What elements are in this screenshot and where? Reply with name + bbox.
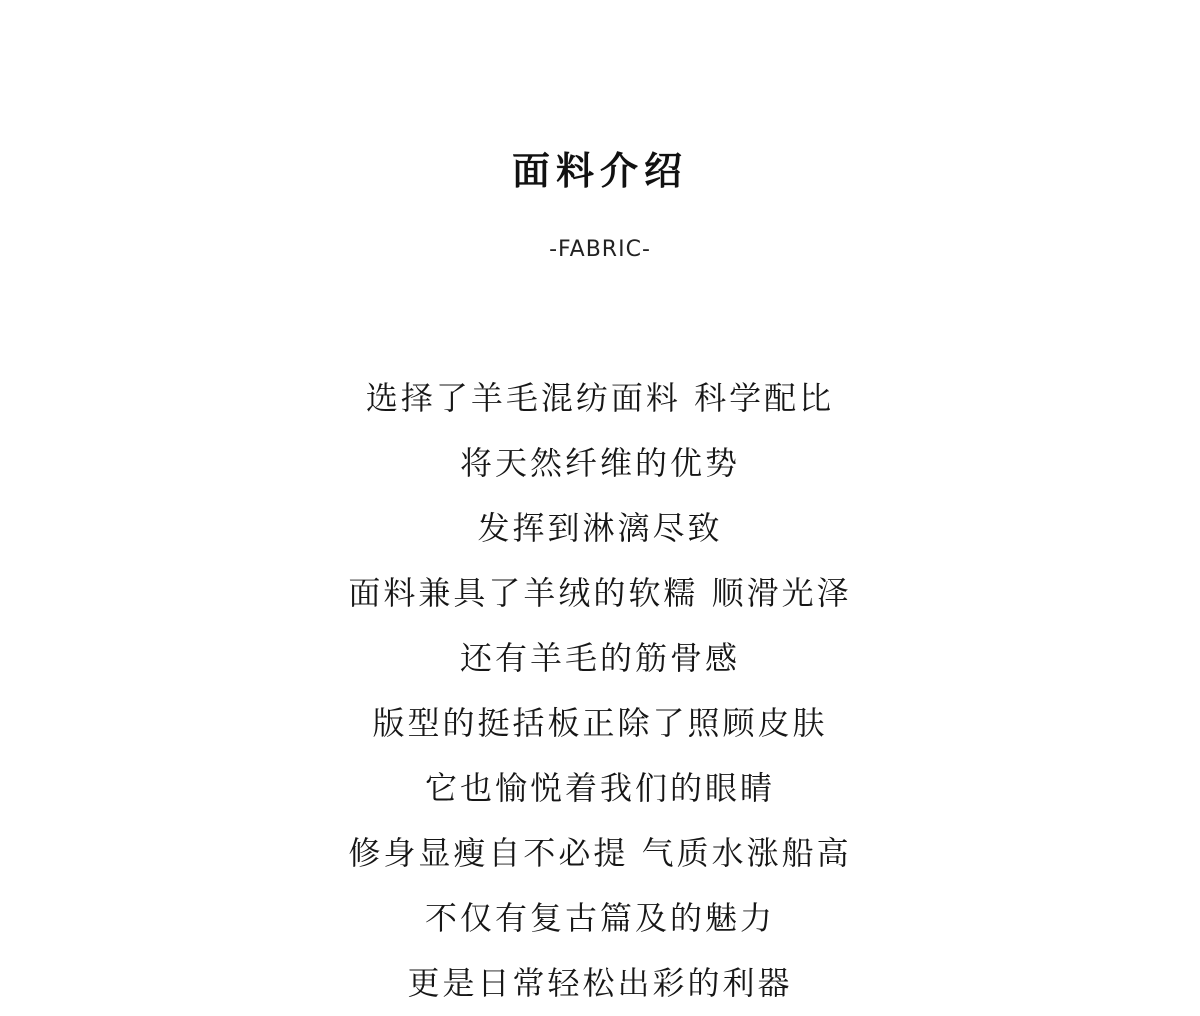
description-line: 将天然纤维的优势 bbox=[459, 444, 740, 482]
description-line: 它也愉悦着我们的眼睛 bbox=[424, 769, 775, 807]
description-line: 不仅有复古篇及的魅力 bbox=[424, 899, 775, 937]
description-line: 版型的挺括板正除了照顾皮肤 bbox=[372, 704, 828, 742]
page-subtitle: -FABRIC- bbox=[549, 237, 651, 262]
description-line: 还有羊毛的筋骨感 bbox=[459, 639, 740, 677]
description-line: 修身显瘦自不必提 气质水涨船高 bbox=[348, 834, 852, 872]
page-title: 面料介绍 bbox=[511, 149, 688, 193]
description-line: 更是日常轻松出彩的利器 bbox=[407, 964, 793, 1002]
fabric-description bbox=[0, 366, 1200, 1016]
description-line: 选择了羊毛混纺面料 科学配比 bbox=[365, 379, 835, 417]
description-line: 发挥到淋漓尽致 bbox=[477, 509, 723, 547]
description-line: 面料兼具了羊绒的软糯 顺滑光泽 bbox=[348, 574, 852, 612]
